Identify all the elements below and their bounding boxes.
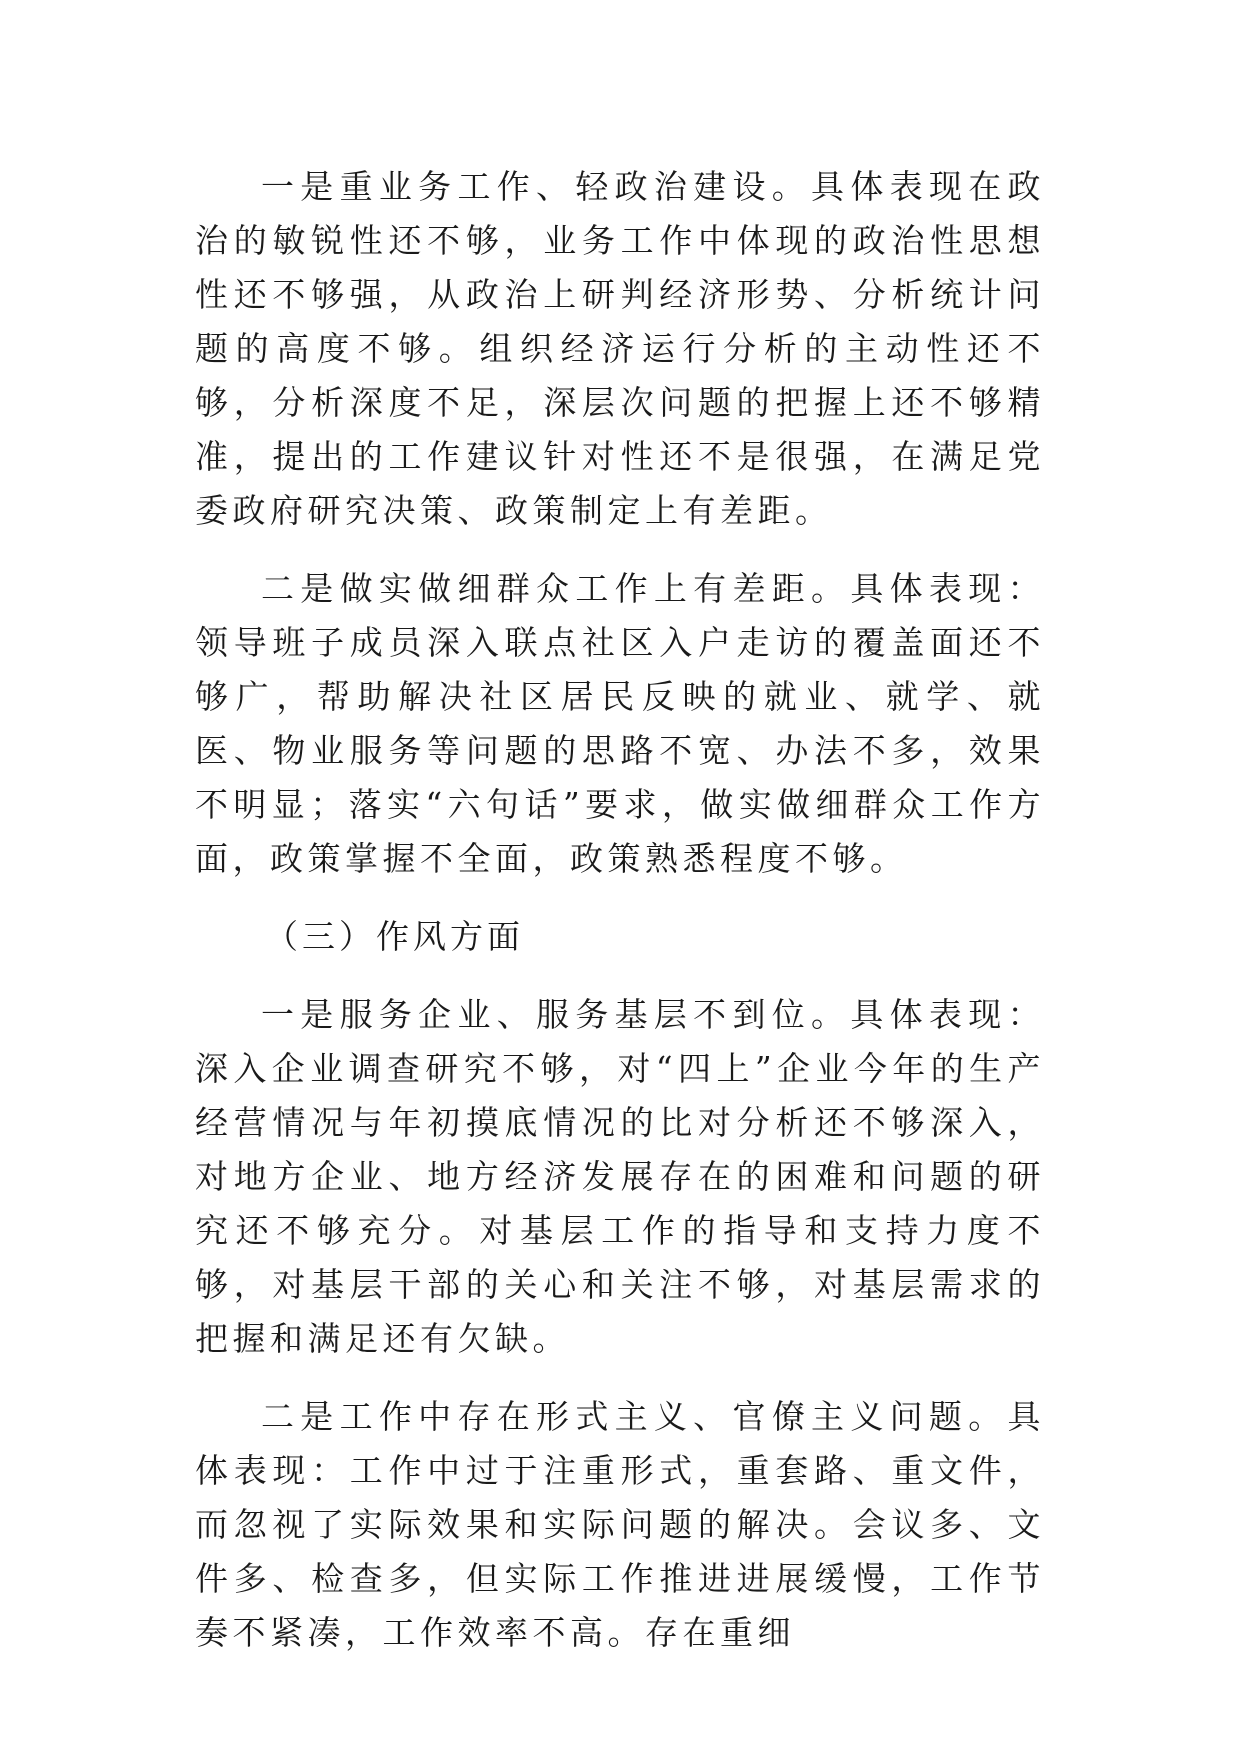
document-body	[195, 160, 1045, 1660]
paragraph-mass-work: 二是做实做细群众工作上有差距。具体表现：领导班子成员深入联点社区入户走访的覆盖面还不够广，帮助解决社区居民反映的就业、就学、就医、物业服务等问题的思路不宽、办法不多，效果不明显；落实“六句话”要求，做实做细群众工作方面，政策掌握不全面，政策熟悉程度不够。	[195, 569, 1045, 878]
paragraph-formalism-bureaucracy: 二是工作中存在形式主义、官僚主义问题。具体表现：工作中过于注重形式，重套路、重文件，而忽视了实际效果和实际问题的解决。会议多、文件多、检查多，但实际工作推进进展缓慢，工作节奏不紧凑，工作效率不高。存在重细	[195, 1397, 1045, 1652]
paragraph-serving-enterprises: 一是服务企业、服务基层不到位。具体表现：深入企业调查研究不够，对“四上”企业今年的生产经营情况与年初摸底情况的比对分析还不够深入，对地方企业、地方经济发展存在的困难和问题的研究还不够充分。对基层工作的指导和支持力度不够，对基层干部的关心和关注不够，对基层需求的把握和满足还有欠缺。	[195, 995, 1045, 1358]
section-heading-work-style: （三）作风方面	[265, 917, 524, 956]
paragraph-political-building: 一是重业务工作、轻政治建设。具体表现在政治的敏锐性还不够，业务工作中体现的政治性思想性还不够强，从政治上研判经济形势、分析统计问题的高度不够。组织经济运行分析的主动性还不够，分析深度不足，深层次问题的把握上还不够精准，提出的工作建议针对性还不是很强，在满足党委政府研究决策、政策制定上有差距。	[195, 167, 1045, 530]
